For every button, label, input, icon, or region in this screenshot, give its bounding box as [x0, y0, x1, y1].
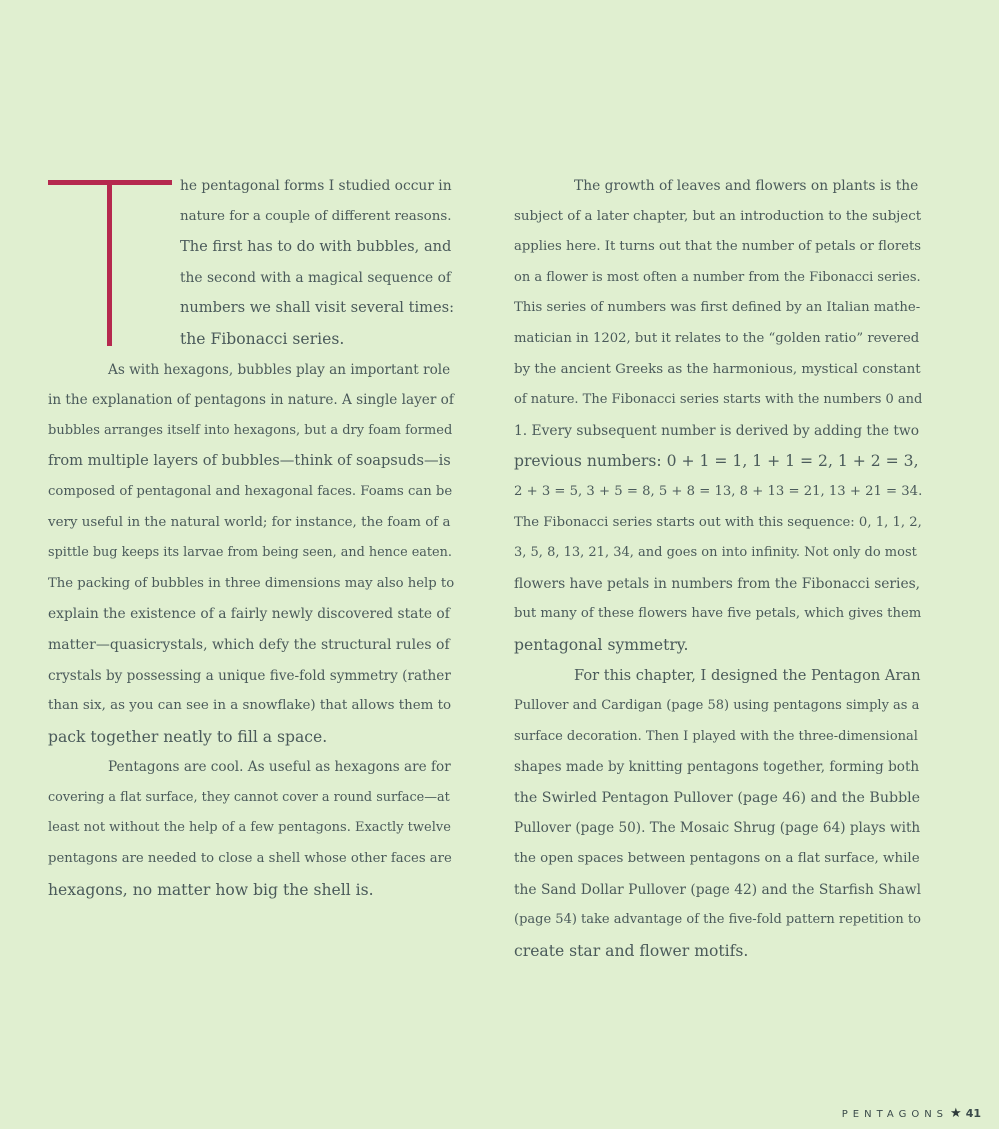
text-line: (page 54) take advantage of the five-fold pattern repetition to — [514, 912, 921, 928]
text-line: from multiple layers of bubbles—think of soapsuds—is — [48, 452, 451, 470]
page-footer — [842, 1106, 981, 1121]
text-line: applies here. It turns out that the number of petals or florets — [514, 239, 922, 255]
text-line: covering a flat surface, they cannot cover a round surface—at — [48, 789, 450, 805]
text-line: but many of these flowers have five petals, which gives them — [514, 606, 922, 622]
text-line: in the explanation of pentagons in nature. A single layer of — [48, 392, 454, 409]
text-line: the Swirled Pentagon Pullover (page 46) and the Bubble — [514, 789, 921, 806]
text-line: flowers have petals in numbers from the Fibonacci series, — [514, 575, 921, 592]
text-line: explain the existence of a fairly newly discovered state of — [48, 606, 450, 623]
text-line: by the ancient Greeks as the harmonious, mystical constant — [514, 361, 921, 377]
text-line: spittle bug keeps its larvae from being seen, and hence eaten. — [48, 545, 452, 561]
text-line: 3, 5, 8, 13, 21, 34, and goes on into infinity. Not only do most — [514, 545, 917, 561]
text-line: pentagonal symmetry. — [514, 635, 689, 654]
text-line: pack together neatly to fill a space. — [48, 727, 328, 746]
text-line: the open spaces between pentagons on a flat surface, while — [514, 851, 920, 867]
text-line: crystals by possessing a unique five-fold symmetry (rather — [48, 667, 451, 684]
text-line: 2 + 3 = 5, 3 + 5 = 8, 5 + 8 = 13, 8 + 13 = 21, 13 + 21 = 34. — [514, 483, 923, 499]
text-line: the second with a magical sequence of — [180, 269, 452, 286]
text-line: The growth of leaves and flowers on plants is the — [574, 178, 919, 194]
text-line: For this chapter, I designed the Pentagon Aran — [574, 666, 921, 684]
text-line: bubbles arranges itself into hexagons, but a dry foam formed — [48, 422, 453, 438]
text-line: Pullover and Cardigan (page 58) using pentagons simply as a — [514, 698, 920, 714]
text-line: very useful in the natural world; for instance, the foam of a — [48, 514, 451, 530]
text-line: than six, as you can see in a snowflake) that allows them to — [48, 698, 452, 714]
text-line: Pullover (page 50). The Mosaic Shrug (page 64) plays with — [514, 820, 921, 837]
text-line: hexagons, no matter how big the shell is. — [48, 880, 374, 899]
page-number: 41 — [965, 1107, 981, 1120]
text-line: surface decoration. Then I played with the three-dimensional — [514, 728, 918, 744]
text-line: numbers we shall visit several times: — [180, 299, 455, 317]
text-line: The first has to do with bubbles, and — [180, 238, 452, 256]
text-line: This series of numbers was first defined by an Italian mathe- — [514, 300, 921, 316]
text-line: pentagons are needed to close a shell whose other faces are — [48, 851, 452, 867]
text-line: shapes made by knitting pentagons together, forming both — [514, 759, 920, 776]
text-line: The Fibonacci series starts out with this sequence: 0, 1, 1, 2, — [514, 514, 922, 530]
left-column — [48, 171, 454, 905]
text-line: subject of a later chapter, but an introduction to the subject — [514, 208, 922, 224]
star-icon: ★ — [950, 1106, 962, 1121]
text-line: matter—quasicrystals, which defy the structural rules of — [48, 636, 450, 653]
text-line: least not without the help of a few pentagons. Exactly twelve — [48, 820, 451, 836]
text-line: The packing of bubbles in three dimensions may also help to — [48, 575, 455, 591]
text-line: matician in 1202, but it relates to the “golden ratio” revered — [514, 330, 920, 346]
text-line: composed of pentagonal and hexagonal faces. Foams can be — [48, 483, 453, 499]
text-line: 1. Every subsequent number is derived by adding the two — [514, 422, 920, 439]
section-title: PENTAGONS — [841, 1109, 949, 1120]
text-line: previous numbers: 0 + 1 = 1, 1 + 1 = 2, 1 + 2 = 3, — [514, 452, 919, 471]
text-line: Pentagons are cool. As useful as hexagons are for — [108, 759, 451, 776]
text-line: on a flower is most often a number from the Fibonacci series. — [514, 269, 921, 285]
right-column — [514, 171, 922, 966]
text-line: the Fibonacci series. — [180, 329, 345, 348]
text-line: the Sand Dollar Pullover (page 42) and the Starfish Shawl — [514, 881, 922, 898]
text-line: As with hexagons, bubbles play an important role — [108, 361, 451, 378]
text-line: of nature. The Fibonacci series starts with the numbers 0 and — [514, 392, 923, 408]
text-line: nature for a couple of different reasons. — [180, 208, 452, 224]
text-line: create star and flower motifs. — [514, 941, 749, 960]
text-line: he pentagonal forms I studied occur in — [180, 178, 452, 194]
